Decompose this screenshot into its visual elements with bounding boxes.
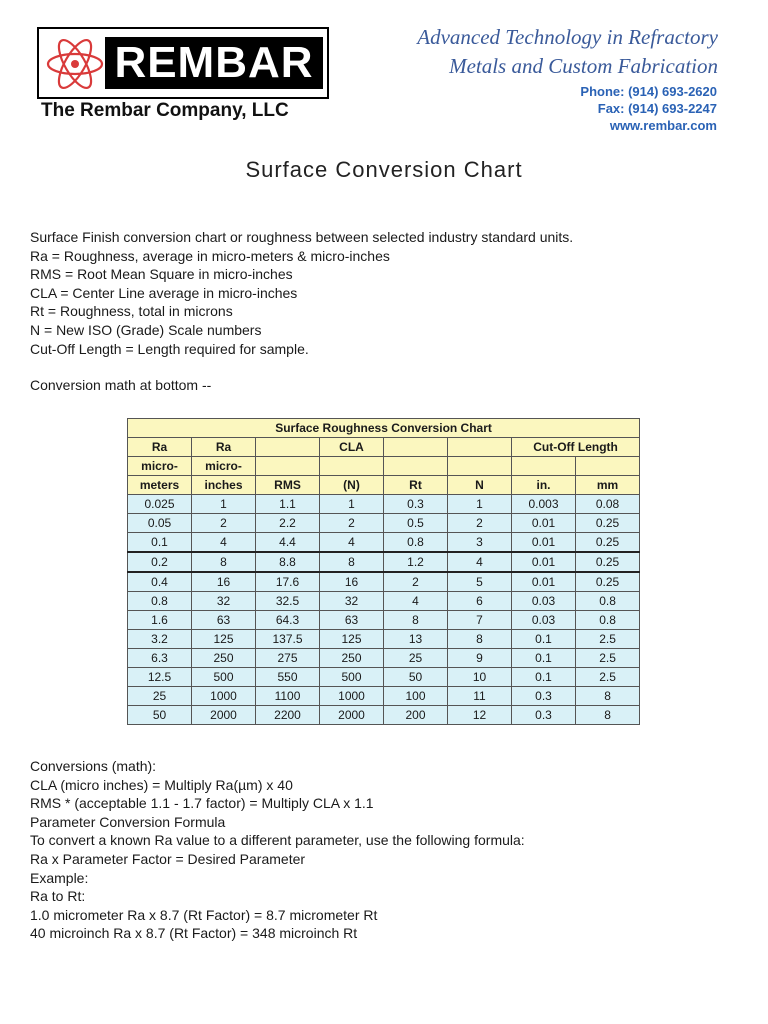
logo-wordmark: REMBAR: [114, 38, 314, 87]
table-cell: 3: [448, 533, 512, 553]
website-link[interactable]: www.rembar.com: [609, 118, 717, 133]
table-cell: 8.8: [256, 552, 320, 572]
table-cell: 2: [320, 514, 384, 533]
table-cell: 4: [320, 533, 384, 553]
header-ra-um-1: Ra: [128, 438, 192, 457]
conversion-line: 40 microinch Ra x 8.7 (Rt Factor) = 348 microinch Rt: [30, 925, 358, 942]
table-row: [128, 668, 640, 687]
header-in: in.: [512, 476, 576, 495]
table-cell: 2.5: [576, 668, 640, 687]
intro-line: Rt = Roughness, total in microns: [30, 303, 233, 320]
conversion-line: 1.0 micrometer Ra x 8.7 (Rt Factor) = 8.7 micrometer Rt: [30, 906, 378, 923]
table-cell: 2.5: [576, 630, 640, 649]
table-cell: 6.3: [128, 649, 192, 668]
table-cell: 125: [192, 630, 256, 649]
table-cell: 0.4: [128, 572, 192, 592]
table-cell: 4: [384, 592, 448, 611]
table-cell: 0.1: [512, 668, 576, 687]
table-body: [128, 495, 640, 725]
table-cell: 1.6: [128, 611, 192, 630]
table-cell: 1: [448, 495, 512, 514]
table-cell: 2: [384, 572, 448, 592]
table-cell: 2: [192, 514, 256, 533]
table-cell: 10: [448, 668, 512, 687]
table-cell: 32.5: [256, 592, 320, 611]
table-row: [128, 514, 640, 533]
table-cell: 0.3: [512, 706, 576, 725]
header-cutoff: Cut-Off Length: [512, 438, 640, 457]
table-cell: 0.25: [576, 533, 640, 553]
conversion-line: Ra x Parameter Factor = Desired Parameter: [30, 850, 306, 867]
table-cell: 32: [192, 592, 256, 611]
conversion-line: Conversions (math):: [30, 758, 157, 774]
table-cell: 500: [320, 668, 384, 687]
table-cell: 16: [192, 572, 256, 592]
table-cell: 1.1: [256, 495, 320, 514]
fax-number: Fax: (914) 693-2247: [597, 101, 717, 116]
conversion-note: Conversion math at bottom --: [30, 377, 212, 394]
table-cell: 25: [128, 687, 192, 706]
table-cell: 2200: [256, 706, 320, 725]
table-row: [128, 611, 640, 630]
table-row: [128, 495, 640, 514]
table-cell: 2000: [192, 706, 256, 725]
table-cell: 4: [192, 533, 256, 553]
table-cell: 0.1: [128, 533, 192, 553]
table-row: [128, 630, 640, 649]
table-cell: 9: [448, 649, 512, 668]
table-cell: 0.08: [576, 495, 640, 514]
conversion-line: Example:: [30, 869, 89, 886]
table-cell: 13: [384, 630, 448, 649]
table-cell: 550: [256, 668, 320, 687]
table-cell: 1000: [192, 687, 256, 706]
table-row: [128, 592, 640, 611]
table-cell: 0.05: [128, 514, 192, 533]
conversion-line: CLA (micro inches) = Multiply Ra(µm) x 40: [30, 776, 293, 793]
table-cell: 4.4: [256, 533, 320, 553]
table-cell: 0.25: [576, 552, 640, 572]
table-cell: 0.3: [512, 687, 576, 706]
table-cell: 250: [192, 649, 256, 668]
intro-text: [30, 228, 573, 395]
table-cell: 2: [448, 514, 512, 533]
header-cla-1: CLA: [320, 438, 384, 457]
intro-line: Surface Finish conversion chart or roughness between selected industry standard units.: [30, 229, 574, 245]
table-cell: 2.5: [576, 649, 640, 668]
table-row: [128, 687, 640, 706]
table-cell: 8: [192, 552, 256, 572]
table-cell: 0.01: [512, 514, 576, 533]
table-cell: 0.25: [576, 572, 640, 592]
table-cell: 0.3: [384, 495, 448, 514]
table-row: [128, 706, 640, 725]
header-cla-2: (N): [320, 476, 384, 495]
table-cell: 7: [448, 611, 512, 630]
table-cell: 0.25: [576, 514, 640, 533]
conversion-line: Ra to Rt:: [30, 888, 86, 905]
table-cell: 0.01: [512, 572, 576, 592]
conversions-text: [30, 757, 525, 943]
roughness-table: [127, 418, 639, 725]
table-cell: 1100: [256, 687, 320, 706]
table-cell: 0.025: [128, 495, 192, 514]
table-cell: 137.5: [256, 630, 320, 649]
table-cell: 4: [448, 552, 512, 572]
table-cell: 1: [192, 495, 256, 514]
table-cell: 6: [448, 592, 512, 611]
table-cell: 125: [320, 630, 384, 649]
rembar-logo: [37, 27, 329, 99]
table-cell: 0.003: [512, 495, 576, 514]
table-cell: 8: [448, 630, 512, 649]
table-cell: 250: [320, 649, 384, 668]
table-cell: 16: [320, 572, 384, 592]
table-cell: 50: [128, 706, 192, 725]
table-cell: 63: [192, 611, 256, 630]
company-name: The Rembar Company, LLC: [41, 100, 289, 121]
header-ra-um-2: micro-: [128, 457, 192, 476]
table-cell: 0.8: [128, 592, 192, 611]
table-cell: 500: [192, 668, 256, 687]
header-ra-uin-2: micro-: [192, 457, 256, 476]
table-cell: 0.1: [512, 649, 576, 668]
table-cell: 0.01: [512, 552, 576, 572]
table-cell: 1000: [320, 687, 384, 706]
table-cell: 0.5: [384, 514, 448, 533]
table-cell: 0.8: [576, 592, 640, 611]
table-cell: 0.8: [384, 533, 448, 553]
intro-line: N = New ISO (Grade) Scale numbers: [30, 321, 262, 338]
table-cell: 63: [320, 611, 384, 630]
table-cell: 32: [320, 592, 384, 611]
table-cell: 0.01: [512, 533, 576, 553]
table-cell: 50: [384, 668, 448, 687]
header-ra-uin-3: inches: [192, 476, 256, 495]
table-cell: 0.03: [512, 611, 576, 630]
intro-line: Ra = Roughness, average in micro-meters & micro-inches: [30, 247, 390, 264]
atom-icon: [45, 33, 105, 95]
header-n: N: [448, 476, 512, 495]
table-cell: 12.5: [128, 668, 192, 687]
table-cell: 100: [384, 687, 448, 706]
logo-wordmark-bar: [105, 37, 323, 89]
table-cell: 8: [320, 552, 384, 572]
table-cell: 8: [576, 706, 640, 725]
table-cell: 200: [384, 706, 448, 725]
conversion-line: Parameter Conversion Formula: [30, 813, 226, 830]
table-cell: 64.3: [256, 611, 320, 630]
table-cell: 8: [576, 687, 640, 706]
header-ra-uin-1: Ra: [192, 438, 256, 457]
table-cell: 0.2: [128, 552, 192, 572]
intro-line: CLA = Center Line average in micro-inches: [30, 284, 298, 301]
table-row: [128, 552, 640, 572]
table-cell: 5: [448, 572, 512, 592]
table-cell: 0.8: [576, 611, 640, 630]
table-cell: 275: [256, 649, 320, 668]
table-caption: Surface Roughness Conversion Chart: [128, 419, 640, 438]
tagline-line-2: Metals and Custom Fabrication: [449, 54, 718, 78]
table-row: [128, 572, 640, 592]
table-cell: 17.6: [256, 572, 320, 592]
table-cell: 25: [384, 649, 448, 668]
tagline-line-1: Advanced Technology in Refractory: [417, 25, 718, 49]
table-cell: 12: [448, 706, 512, 725]
header-mm: mm: [576, 476, 640, 495]
intro-line: Cut-Off Length = Length required for sample.: [30, 340, 309, 357]
table-cell: 2.2: [256, 514, 320, 533]
phone-number: Phone: (914) 693-2620: [580, 84, 717, 99]
table-cell: 1: [320, 495, 384, 514]
page-title: Surface Conversion Chart: [245, 157, 523, 182]
table-row: [128, 649, 640, 668]
table-cell: 8: [384, 611, 448, 630]
table-row: [128, 533, 640, 553]
header-ra-um-3: meters: [128, 476, 192, 495]
table-cell: 11: [448, 687, 512, 706]
conversion-line: To convert a known Ra value to a different parameter, use the following formula:: [30, 832, 525, 849]
conversion-line: RMS * (acceptable 1.1 - 1.7 factor) = Multiply CLA x 1.1: [30, 795, 374, 812]
header-rt: Rt: [384, 476, 448, 495]
header-rms: RMS: [256, 476, 320, 495]
table-cell: 0.1: [512, 630, 576, 649]
table-cell: 1.2: [384, 552, 448, 572]
table-cell: 3.2: [128, 630, 192, 649]
intro-line: RMS = Root Mean Square in micro-inches: [30, 266, 293, 283]
table-cell: 0.03: [512, 592, 576, 611]
table-cell: 2000: [320, 706, 384, 725]
